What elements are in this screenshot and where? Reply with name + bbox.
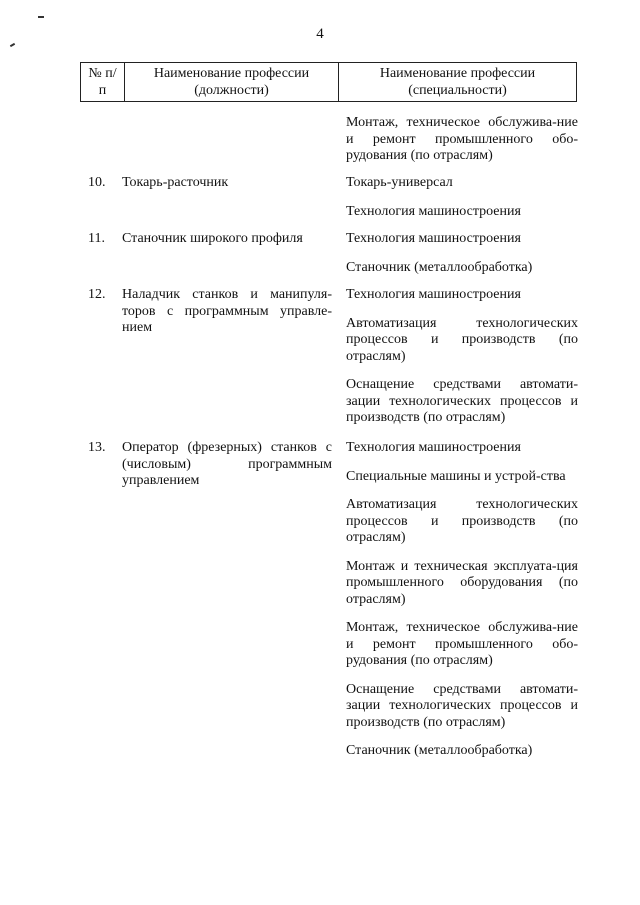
row-specialty-list [346,440,578,772]
continued-specialty-list [346,115,578,177]
scan-artifact-mark [10,43,15,47]
specialty-item: Технология машиностроения [346,440,521,455]
specialty-item: Технология машиностроения [346,231,521,246]
row-position-name: Станочник широкого профиля [122,231,303,246]
row-number: 12. [88,287,106,302]
specialty-item: Монтаж, техническое обслужива-ние и ремонт промышленного обо-рудования (по отраслям) [346,620,578,668]
specialty-item: Автоматизация технологических процессов и производств (по отраслям) [346,497,578,545]
header-position-column: Наименование профессии (должности) [125,63,339,102]
specialty-item: Специальные машины и устрой-ства [346,468,566,484]
specialty-item: Оснащение средствами автомати-зации технологических процессов и производств (по отраслям) [346,681,578,730]
row-number: 13. [88,440,106,455]
specialty-item: Монтаж, техническое обслужива-ние и ремонт промышленного обо-рудования (по отраслям) [346,115,578,163]
specialty-item: Монтаж и техническая эксплуата-ция промышленного оборудования (по отраслям) [346,558,578,607]
row-position-name: Наладчик станков и манипуля-торов с программным управле-нием [122,287,332,335]
specialty-item: Станочник (металлообработка) [346,743,533,758]
row-number: 11. [88,231,105,246]
specialty-item: Токарь-универсал [346,175,453,190]
row-number: 10. [88,175,106,190]
header-number-column: № п/п [81,63,125,102]
row-position-name: Оператор (фрезерных) станков с (числовым) программным управлением [122,440,332,488]
scan-artifact-mark [38,16,44,18]
specialty-item: Автоматизация технологических процессов и производств (по отраслям) [346,315,578,364]
header-specialty-column: Наименование профессии (специальности) [339,63,577,102]
row-specialty-list [346,287,578,439]
page-number: 4 [316,26,324,42]
table-header [80,62,577,102]
specialty-item: Оснащение средствами автомати-зации технологических процессов и производств (по отраслям) [346,377,578,425]
specialty-item: Станочник (металлообработка) [346,259,533,275]
specialty-item: Технология машиностроения [346,203,521,219]
row-specialty-list [346,231,578,288]
row-specialty-list [346,175,578,232]
specialty-item: Технология машиностроения [346,287,521,302]
row-position-name: Токарь-расточник [122,175,229,190]
